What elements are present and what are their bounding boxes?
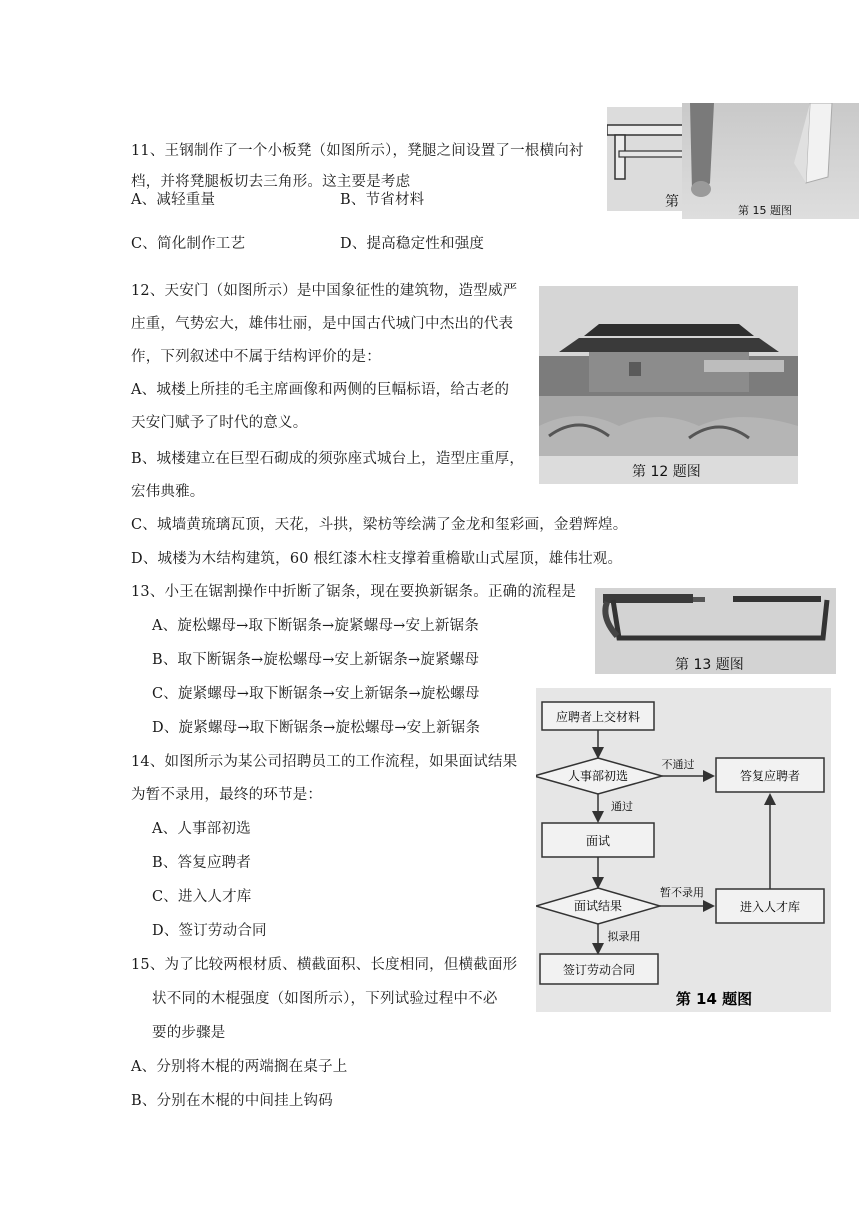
q12-option-a-line2: 天安门赋予了时代的意义。 [131,415,308,431]
q12-option-d: D、城楼为木结构建筑，60 根红漆木柱支撑着重檐歇山式屋顶，雄伟壮观。 [131,551,623,567]
q12-stem-line1: 12、天安门（如图所示）是中国象征性的建筑物，造型威严 [131,283,518,299]
q14-stem-line1: 14、如图所示为某公司招聘员工的工作流程，如果面试结果 [131,754,518,770]
q15-stem-line1: 15、为了比较两根材质、横截面积、长度相同，但横截面形 [131,957,518,973]
figure-14-flowchart [536,688,831,1012]
q13-option-a: A、旋松螺母→取下断锯条→旋紧螺母→安上新锯条 [152,618,480,634]
flow-text-screening: 人事部初选 [567,769,629,783]
q11-stem-line1: 11、王钢制作了一个小板凳（如图所示），凳腿之间设置了一根横向衬 [131,143,584,159]
q13-option-b: B、取下断锯条→旋松螺母→安上新锯条→旋紧螺母 [152,652,480,668]
figure-13-caption: 第 13 题图 [675,657,744,673]
q14-option-c: C、进入人才库 [152,889,252,905]
q12-stem-line2: 庄重，气势宏大，雄伟壮丽，是中国古代城门中杰出的代表 [131,316,514,332]
figure-12-caption: 第 12 题图 [632,464,701,480]
flow-text-interview: 面试 [585,834,611,848]
q12-option-a-line1: A、城楼上所挂的毛主席画像和两侧的巨幅标语，给古老的 [131,382,510,398]
q11-option-a: A、减轻重量 [131,192,216,208]
flow-label-fail: 不通过 [661,758,695,771]
figure-15-caption: 第 15 题图 [738,204,792,217]
q11-option-b: B、节省材料 [340,192,425,208]
flow-text-submit: 应聘者上交材料 [555,710,641,724]
q12-stem-line3: 作，下列叙述中不属于结构评价的是： [131,349,381,365]
flow-label-to-hire: 拟录用 [607,930,641,943]
flow-text-reply: 答复应聘者 [739,769,801,783]
q15-option-b: B、分别在木棍的中间挂上钩码 [131,1093,333,1109]
figure-15-sticks [682,103,859,219]
q13-option-c: C、旋紧螺母→取下断锯条→安上新锯条→旋松螺母 [152,686,480,702]
figure-11-stool [607,107,689,211]
q14-stem-line2: 为暂不录用，最终的环节是： [131,787,323,803]
q15-option-a: A、分别将木棍的两端搁在桌子上 [131,1059,348,1075]
q11-option-d: D、提高稳定性和强度 [340,236,485,252]
q12-option-b-line1: B、城楼建立在巨型石砌成的须弥座式城台上，造型庄重厚， [131,451,525,467]
q12-option-c: C、城墙黄琉璃瓦顶，天花，斗拱，梁枋等绘满了金龙和玺彩画，金碧辉煌。 [131,517,628,533]
q15-stem-line3: 要的步骤是 [152,1025,226,1041]
q11-option-c: C、简化制作工艺 [131,236,246,252]
figure-14-caption: 第 14 题图 [675,990,753,1008]
figure-12-tiananmen-photo [539,286,798,484]
q14-option-b: B、答复应聘者 [152,855,252,871]
q13-option-d: D、旋紧螺母→取下断锯条→旋松螺母→安上新锯条 [152,720,481,736]
flow-text-result: 面试结果 [573,899,623,913]
q11-stem-line2: 档，并将凳腿板切去三角形。这主要是考虑 [131,174,411,190]
q14-option-a: A、人事部初选 [152,821,251,837]
flow-text-contract: 签订劳动合同 [562,963,636,977]
q13-stem: 13、小王在锯割操作中折断了锯条，现在要换新锯条。正确的流程是 [131,584,577,600]
figure-11-caption: 第 [665,194,679,210]
q14-option-d: D、签订劳动合同 [152,923,267,939]
q12-option-b-line2: 宏伟典雅。 [131,484,205,500]
flow-label-pass: 通过 [611,800,633,813]
flow-label-not-hired: 暂不录用 [660,886,704,899]
figure-13-hacksaw [595,588,836,674]
flow-text-talent-pool: 进入人才库 [739,900,801,914]
q15-stem-line2: 状不同的木棍强度（如图所示），下列试验过程中不必 [152,991,498,1007]
